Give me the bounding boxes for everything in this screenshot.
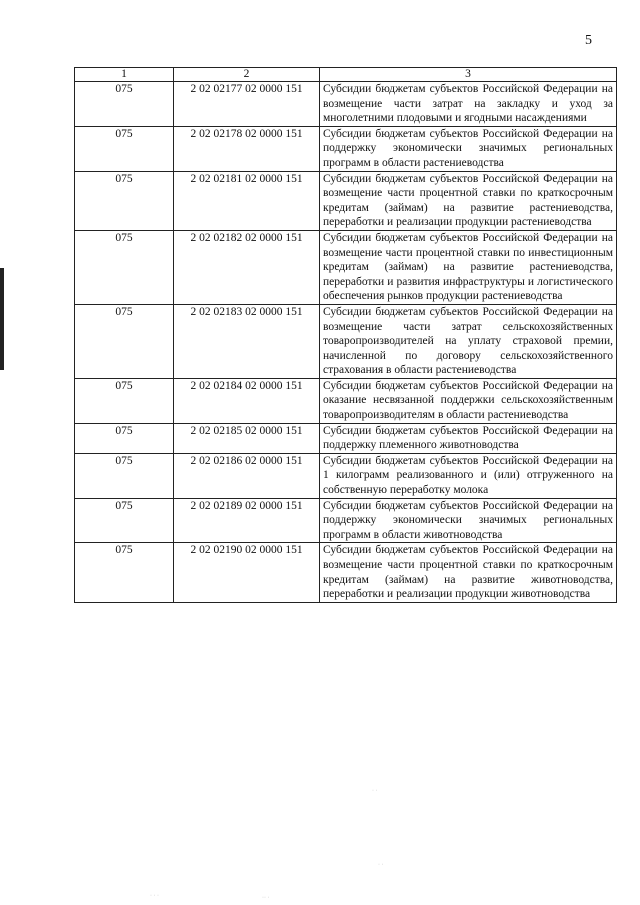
budget-code-cell: 2 02 02184 02 0000 151 xyxy=(174,378,320,423)
description-cell: Субсидии бюджетам субъектов Российской Федерации на поддержку племенного животноводства xyxy=(320,423,617,453)
table-row xyxy=(75,82,617,127)
description-cell: Субсидии бюджетам субъектов Российской Федерации на поддержку экономически значимых региональных программ в области растениеводства xyxy=(320,126,617,171)
table-header-row xyxy=(75,68,617,82)
budget-code-cell: 2 02 02178 02 0000 151 xyxy=(174,126,320,171)
admin-code-cell: 075 xyxy=(75,82,174,127)
table-row xyxy=(75,378,617,423)
admin-code-cell: 075 xyxy=(75,171,174,230)
description-cell: Субсидии бюджетам субъектов Российской Федерации на 1 килограмм реализованного и (или) отгруженного на собственную переработку молока xyxy=(320,453,617,498)
budget-code-cell: 2 02 02177 02 0000 151 xyxy=(174,82,320,127)
table-row xyxy=(75,126,617,171)
admin-code-cell: 075 xyxy=(75,378,174,423)
table-row xyxy=(75,453,617,498)
description-cell: Субсидии бюджетам субъектов Российской Федерации на возмещение части процентной ставки по краткосрочным кредитам (займам) на развитие животноводства, переработки и реализации продукции животноводства xyxy=(320,543,617,602)
budget-code-cell: 2 02 02182 02 0000 151 xyxy=(174,230,320,304)
budget-code-cell: 2 02 02185 02 0000 151 xyxy=(174,423,320,453)
column-header-1: 1 xyxy=(75,68,174,82)
table-row xyxy=(75,543,617,602)
table-row xyxy=(75,304,617,378)
table-row xyxy=(75,230,617,304)
table-row xyxy=(75,171,617,230)
budget-code-cell: 2 02 02189 02 0000 151 xyxy=(174,498,320,543)
scan-speck: · · xyxy=(372,788,378,794)
page-number: 5 xyxy=(585,33,592,48)
description-cell: Субсидии бюджетам субъектов Российской Федерации на возмещение части процентной ставки по инвестиционным кредитам (займам) на развитие растениеводства, переработки и развития инфраструктуры и логистического обеспечения рынков продукции растениеводства xyxy=(320,230,617,304)
admin-code-cell: 075 xyxy=(75,498,174,543)
admin-code-cell: 075 xyxy=(75,543,174,602)
scan-speck: · · · xyxy=(150,893,159,899)
table-row xyxy=(75,498,617,543)
description-cell: Субсидии бюджетам субъектов Российской Федерации на возмещение части процентной ставки по краткосрочным кредитам (займам) на развитие растениеводства, переработки и реализации продукции растениеводства xyxy=(320,171,617,230)
description-cell: Субсидии бюджетам субъектов Российской Федерации на возмещение части затрат сельскохозяйственных товаропроизводителей на уплату страховой премии, начисленной по договору сельскохозяйственного страхования в области растениеводства xyxy=(320,304,617,378)
budget-code-cell: 2 02 02183 02 0000 151 xyxy=(174,304,320,378)
description-cell: Субсидии бюджетам субъектов Российской Федерации на оказание несвязанной поддержки сельскохозяйственным товаропроизводителям в области растениеводства xyxy=(320,378,617,423)
budget-code-cell: 2 02 02190 02 0000 151 xyxy=(174,543,320,602)
budget-codes-table xyxy=(74,67,617,603)
budget-code-cell: 2 02 02181 02 0000 151 xyxy=(174,171,320,230)
admin-code-cell: 075 xyxy=(75,126,174,171)
admin-code-cell: 075 xyxy=(75,423,174,453)
admin-code-cell: 075 xyxy=(75,304,174,378)
table-row xyxy=(75,423,617,453)
admin-code-cell: 075 xyxy=(75,230,174,304)
scan-speck: · · xyxy=(378,862,384,868)
budget-code-cell: 2 02 02186 02 0000 151 xyxy=(174,453,320,498)
column-header-3: 3 xyxy=(320,68,617,82)
scan-edge-mark xyxy=(0,268,4,370)
description-cell: Субсидии бюджетам субъектов Российской Федерации на возмещение части затрат на закладку и уход за многолетними плодовыми и ягодными насаждениями xyxy=(320,82,617,127)
scan-speck: ·· · xyxy=(262,895,270,901)
description-cell: Субсидии бюджетам субъектов Российской Федерации на поддержку экономически значимых региональных программ в области животноводства xyxy=(320,498,617,543)
admin-code-cell: 075 xyxy=(75,453,174,498)
column-header-2: 2 xyxy=(174,68,320,82)
